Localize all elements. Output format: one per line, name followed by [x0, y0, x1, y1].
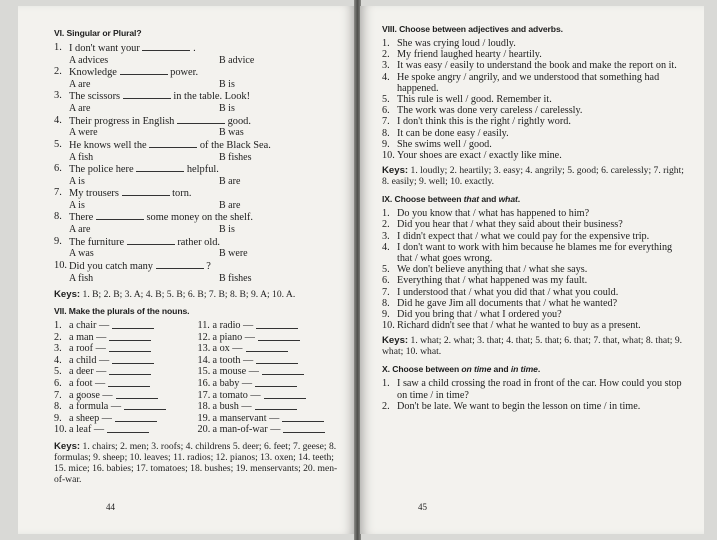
- exercise-text: This rule is well / good. Remember it.: [397, 94, 552, 106]
- exercise-text: Did he gave Jim all documents that / what he wanted?: [397, 297, 618, 309]
- exercise-number: 6.: [382, 275, 390, 287]
- plural-noun: a goose —: [69, 389, 113, 401]
- question-tail: helpful.: [186, 164, 219, 176]
- plural-item: [54, 413, 198, 425]
- exercise-item: [382, 275, 684, 286]
- question-stem: Knowledge: [69, 67, 117, 79]
- plural-answer-line: [262, 366, 304, 375]
- plural-number: 18.: [197, 401, 211, 413]
- left-page: [18, 6, 355, 534]
- plural-number: 16.: [197, 378, 211, 389]
- exercise-item: [382, 60, 684, 71]
- plural-noun: a formula —: [69, 401, 122, 413]
- exercise-text: She was crying loud / loudly.: [397, 38, 516, 49]
- question-item: [54, 211, 341, 224]
- plural-answer-line: [255, 378, 297, 387]
- plural-item: [54, 343, 198, 355]
- exercise-text: We don't believe anything that / what she says.: [397, 264, 588, 276]
- question-text: [69, 90, 341, 103]
- plural-noun: a tooth —: [212, 354, 254, 366]
- plural-number: 8.: [54, 401, 62, 413]
- exercise-item: [382, 116, 684, 127]
- exercise-number: 4.: [382, 71, 390, 83]
- exercise-number: 1.: [382, 378, 390, 390]
- option-a: A fish: [69, 151, 94, 163]
- exercise-number: 9.: [382, 138, 390, 150]
- answer-options: [54, 176, 341, 187]
- plural-item: [198, 355, 342, 367]
- section-9-list: [382, 208, 684, 331]
- page-number-left: 44: [106, 502, 115, 512]
- plural-number: 5.: [54, 366, 62, 378]
- answer-options: [54, 273, 341, 284]
- question-tail: of the Black Sea.: [199, 139, 271, 151]
- option-b: B is: [219, 224, 235, 236]
- question-stem: Did you catch many: [69, 260, 153, 272]
- plural-number: 6.: [54, 378, 62, 389]
- exercise-text: It can be done easy / easily.: [397, 127, 509, 139]
- plural-noun: a radio —: [212, 320, 254, 332]
- plural-noun: a ox —: [212, 343, 243, 355]
- plural-noun: a roof —: [69, 343, 106, 355]
- section-8-list: [382, 38, 684, 161]
- question-text: [69, 260, 341, 273]
- exercise-text: Do you know that / what has happened to him?: [397, 208, 590, 220]
- plural-answer-line: [115, 413, 157, 422]
- section-6-heading: VI. Singular or Plural?: [54, 28, 142, 38]
- plural-noun: a bush —: [212, 401, 252, 413]
- plural-number: 10.: [54, 424, 67, 436]
- option-b: B are: [219, 200, 241, 212]
- question-text: [69, 139, 341, 152]
- question-stem: There: [69, 212, 94, 224]
- plural-noun: a child —: [69, 354, 110, 366]
- question-stem: He knows well the: [69, 139, 147, 151]
- plural-noun: a manservant —: [212, 412, 280, 424]
- question-number: 1.: [54, 42, 62, 53]
- option-a: A fish: [69, 272, 94, 284]
- plural-item: [54, 355, 198, 367]
- option-a: A is: [69, 175, 85, 187]
- question-item: [54, 139, 341, 152]
- plural-number: 2.: [54, 331, 62, 343]
- option-b: B are: [219, 175, 241, 187]
- question-number: 8.: [54, 211, 62, 223]
- question-item: [54, 187, 341, 200]
- question-text: [69, 115, 341, 128]
- exercise-text: Don't be late. We want to begin the lesson on time / in time.: [397, 400, 641, 412]
- plural-item: [54, 390, 198, 402]
- exercise-item: [382, 378, 684, 400]
- section-8-keys: Keys: 1. loudly; 2. heartily; 3. easy; 4. angrily; 5. good; 6. carelessly; 7. right; 8. easily; 9. well; 10. exactly.: [382, 165, 684, 188]
- plural-answer-line: [112, 355, 154, 364]
- plural-answer-line: [116, 390, 158, 399]
- section-6-keys: Keys: 1. B; 2. B; 3. A; 4. B; 5. B; 6. B; 7. B; 8. B; 9. A; 10. A.: [54, 289, 296, 301]
- answer-blank: [177, 115, 225, 124]
- answer-options: [54, 79, 341, 90]
- question-number: 6.: [54, 163, 62, 175]
- exercise-item: [382, 320, 684, 331]
- question-text: [69, 163, 341, 176]
- plural-noun: a leaf —: [69, 424, 105, 436]
- question-text: [69, 66, 341, 79]
- exercise-item: [382, 94, 684, 105]
- plurals-grid: [54, 320, 341, 436]
- plural-answer-line: [256, 355, 298, 364]
- option-a: A are: [69, 103, 91, 115]
- exercise-number: 7.: [382, 286, 390, 298]
- plural-noun: a man-of-war —: [212, 424, 281, 436]
- question-item: [54, 236, 341, 249]
- plural-number: 9.: [54, 412, 62, 424]
- option-b: B advice: [219, 54, 255, 66]
- question-tail: in the table. Look!: [173, 91, 251, 103]
- plural-noun: a tomato —: [212, 389, 261, 401]
- question-stem: The police here: [69, 164, 134, 176]
- exercise-text: I don't think this is the right / rightly word.: [397, 116, 571, 128]
- page-number-right: 45: [418, 502, 427, 512]
- plural-number: 7.: [54, 389, 62, 401]
- exercise-text: She swims well / good.: [397, 138, 492, 150]
- question-item: [54, 163, 341, 176]
- section-8-heading: VIII. Choose between adjectives and adverbs.: [382, 24, 563, 34]
- plural-answer-line: [108, 378, 150, 387]
- plural-answer-line: [258, 332, 300, 341]
- option-b: B is: [219, 79, 235, 90]
- question-tail: power.: [170, 67, 199, 79]
- exercise-item: [382, 401, 684, 412]
- question-text: [69, 211, 341, 224]
- right-page: [360, 6, 704, 534]
- option-b: B fishes: [219, 151, 252, 163]
- section-7-heading: VII. Make the plurals of the nouns.: [54, 306, 190, 317]
- plural-noun: a deer —: [69, 366, 107, 378]
- plural-answer-line: [246, 343, 288, 352]
- plural-answer-line: [109, 366, 151, 375]
- option-a: A are: [69, 224, 91, 236]
- plural-answer-line: [283, 424, 325, 433]
- option-b: B were: [219, 248, 248, 260]
- plural-number: 13.: [197, 343, 211, 355]
- plural-item: [198, 343, 342, 355]
- plural-item: [198, 332, 342, 344]
- answer-options: [54, 200, 341, 211]
- answer-options: [54, 127, 341, 138]
- answer-blank: [142, 42, 190, 51]
- exercise-number: 10.: [382, 320, 395, 332]
- section-10-heading: X. Choose between on time and in time.: [382, 364, 541, 375]
- exercise-text: Richard didn't see that / what he wanted to buy as a present.: [397, 320, 641, 332]
- exercise-item: [382, 309, 684, 320]
- exercise-item: [382, 72, 684, 94]
- question-tail: good.: [227, 115, 251, 127]
- plural-answer-line: [107, 424, 149, 433]
- plural-item: [198, 413, 342, 425]
- plurals-col-1: [54, 320, 198, 436]
- exercise-text: Did you bring that / what I ordered you?: [397, 309, 562, 321]
- plural-noun: a sheep —: [69, 412, 112, 424]
- question-text: [69, 187, 341, 200]
- section-10-list: [382, 378, 684, 412]
- answer-blank: [149, 139, 197, 148]
- option-a: A is: [69, 200, 85, 212]
- question-stem: The scissors: [69, 91, 121, 103]
- exercise-item: [382, 150, 684, 161]
- question-number: 10.: [54, 259, 67, 271]
- exercise-text: Everything that / what happened was my fault.: [397, 275, 588, 287]
- exercise-number: 4.: [382, 241, 390, 253]
- exercise-text: Your shoes are exact / exactly like mine.: [397, 150, 562, 162]
- exercise-number: 8.: [382, 127, 390, 139]
- question-item: [54, 42, 341, 55]
- plural-item: [198, 320, 342, 332]
- plural-item: [198, 366, 342, 378]
- answer-options: [54, 55, 341, 66]
- section-6-list: [54, 42, 341, 284]
- answer-options: [54, 152, 341, 163]
- exercise-number: 5.: [382, 264, 390, 276]
- plural-noun: a mouse —: [212, 366, 259, 378]
- plural-item: [54, 332, 198, 344]
- exercise-number: 1.: [382, 38, 390, 49]
- option-a: A was: [69, 248, 94, 260]
- option-a: A were: [69, 127, 98, 139]
- plural-item: [54, 320, 198, 332]
- plural-answer-line: [109, 332, 151, 341]
- question-item: [54, 66, 341, 79]
- plural-answer-line: [109, 343, 151, 352]
- plural-number: 17.: [197, 389, 211, 401]
- option-b: B fishes: [219, 272, 252, 284]
- answer-blank: [123, 90, 171, 99]
- exercise-number: 7.: [382, 116, 390, 128]
- exercise-number: 2.: [382, 219, 390, 231]
- plural-number: 11.: [197, 320, 210, 332]
- exercise-text: I don't want to work with him because he blames me for everything that / what goes wrong.: [397, 241, 673, 265]
- question-item: [54, 115, 341, 128]
- exercise-text: He spoke angry / angrily, and we understood that something had happened.: [397, 71, 660, 94]
- exercise-item: [382, 298, 684, 309]
- exercise-number: 9.: [382, 309, 390, 321]
- plural-answer-line: [124, 401, 166, 410]
- plural-noun: a chair —: [69, 320, 110, 332]
- exercise-item: [382, 219, 684, 230]
- option-b: B is: [219, 103, 235, 115]
- exercise-item: [382, 231, 684, 242]
- exercise-text: I didn't expect that / what we could pay for the expensive trip.: [397, 230, 650, 242]
- question-number: 5.: [54, 138, 62, 150]
- plural-item: [198, 390, 342, 402]
- plural-item: [198, 401, 342, 413]
- exercise-item: [382, 49, 684, 60]
- plural-number: 19.: [197, 412, 211, 424]
- plural-item: [54, 378, 198, 390]
- answer-options: [54, 224, 341, 235]
- plural-number: 20.: [197, 424, 211, 436]
- exercise-number: 8.: [382, 297, 390, 309]
- plural-item: [54, 401, 198, 413]
- plural-number: 15.: [197, 366, 211, 378]
- answer-blank: [122, 187, 170, 196]
- plural-answer-line: [256, 320, 298, 329]
- question-stem: My trousers: [69, 188, 119, 200]
- exercise-number: 10.: [382, 150, 395, 162]
- answer-blank: [136, 163, 184, 172]
- exercise-number: 3.: [382, 230, 390, 242]
- question-stem: I don't want your: [69, 43, 140, 54]
- plural-item: [54, 366, 198, 378]
- question-item: [54, 260, 341, 273]
- option-a: A advices: [69, 54, 109, 66]
- plural-noun: a foot —: [69, 378, 106, 389]
- answer-options: [54, 103, 341, 114]
- plural-noun: a man —: [69, 331, 107, 343]
- exercise-number: 3.: [382, 60, 390, 72]
- question-text: [69, 42, 341, 55]
- exercise-text: It was easy / easily to understand the book and make the report on it.: [397, 60, 677, 72]
- plural-item: [198, 378, 342, 390]
- question-number: 3.: [54, 90, 62, 102]
- question-number: 4.: [54, 114, 62, 126]
- exercise-text: The work was done very careless / carelessly.: [397, 105, 583, 117]
- exercise-item: [382, 287, 684, 298]
- plural-number: 12.: [197, 331, 211, 343]
- exercise-item: [382, 264, 684, 275]
- answer-blank: [96, 211, 144, 220]
- exercise-text: I saw a child crossing the road in front of the car. How could you stop on time / in time?: [397, 378, 682, 401]
- plural-item: [198, 424, 342, 436]
- plural-item: [54, 424, 198, 436]
- exercise-item: [382, 242, 684, 264]
- exercise-text: Did you hear that / what they said about their business?: [397, 219, 623, 231]
- answer-blank: [120, 66, 168, 75]
- plural-answer-line: [282, 413, 324, 422]
- question-tail: .: [193, 43, 196, 54]
- option-b: B was: [219, 127, 244, 139]
- answer-blank: [127, 236, 175, 245]
- exercise-number: 6.: [382, 105, 390, 117]
- answer-blank: [156, 260, 204, 269]
- plural-number: 14.: [197, 354, 211, 366]
- question-stem: The furniture: [69, 236, 125, 248]
- question-text: [69, 236, 341, 249]
- question-number: 2.: [54, 66, 62, 78]
- question-number: 9.: [54, 235, 62, 247]
- exercise-number: 2.: [382, 400, 390, 412]
- exercise-item: [382, 38, 684, 49]
- plural-number: 3.: [54, 343, 62, 355]
- exercise-text: My friend laughed hearty / heartily.: [397, 49, 542, 61]
- plural-answer-line: [264, 390, 306, 399]
- plurals-col-2: [198, 320, 342, 436]
- option-a: A are: [69, 79, 91, 90]
- exercise-item: [382, 208, 684, 219]
- exercise-number: 2.: [382, 49, 390, 61]
- question-number: 7.: [54, 187, 62, 199]
- plural-noun: a baby —: [212, 378, 253, 389]
- exercise-item: [382, 139, 684, 150]
- section-9-keys: Keys: 1. what; 2. what; 3. that; 4. that; 5. that; 6. that; 7. that, what; 8. that; 9. what; 10. what.: [382, 335, 683, 358]
- question-tail: torn.: [172, 188, 192, 200]
- question-item: [54, 90, 341, 103]
- section-9-heading: IX. Choose between that and what.: [382, 194, 521, 205]
- exercise-number: 5.: [382, 94, 390, 106]
- plural-answer-line: [112, 320, 154, 329]
- plural-number: 4.: [54, 354, 62, 366]
- plural-noun: a piano —: [212, 331, 255, 343]
- question-tail: some money on the shelf.: [146, 212, 253, 224]
- exercise-number: 1.: [382, 208, 390, 220]
- exercise-item: [382, 105, 684, 116]
- plural-answer-line: [255, 401, 297, 410]
- question-tail: rather old.: [177, 236, 221, 248]
- exercise-text: I understood that / what you did that / what you could.: [397, 286, 619, 298]
- section-7-keys: Keys: 1. chairs; 2. men; 3. roofs; 4. childrens 5. deer; 6. feet; 7. geese; 8. formulas; 9. sheep; 10. leaves; 11. radios; 12. pianos; 13. oxen; 14. teeth; 15. mice; 16. babies; 17. tomatoes; 18. bushes; 19. menservants; 20. men-of-war.: [54, 440, 338, 485]
- answer-options: [54, 248, 341, 259]
- question-tail: ?: [206, 260, 211, 272]
- plural-number: 1.: [54, 320, 62, 332]
- question-stem: Their progress in English: [69, 115, 175, 127]
- exercise-item: [382, 128, 684, 139]
